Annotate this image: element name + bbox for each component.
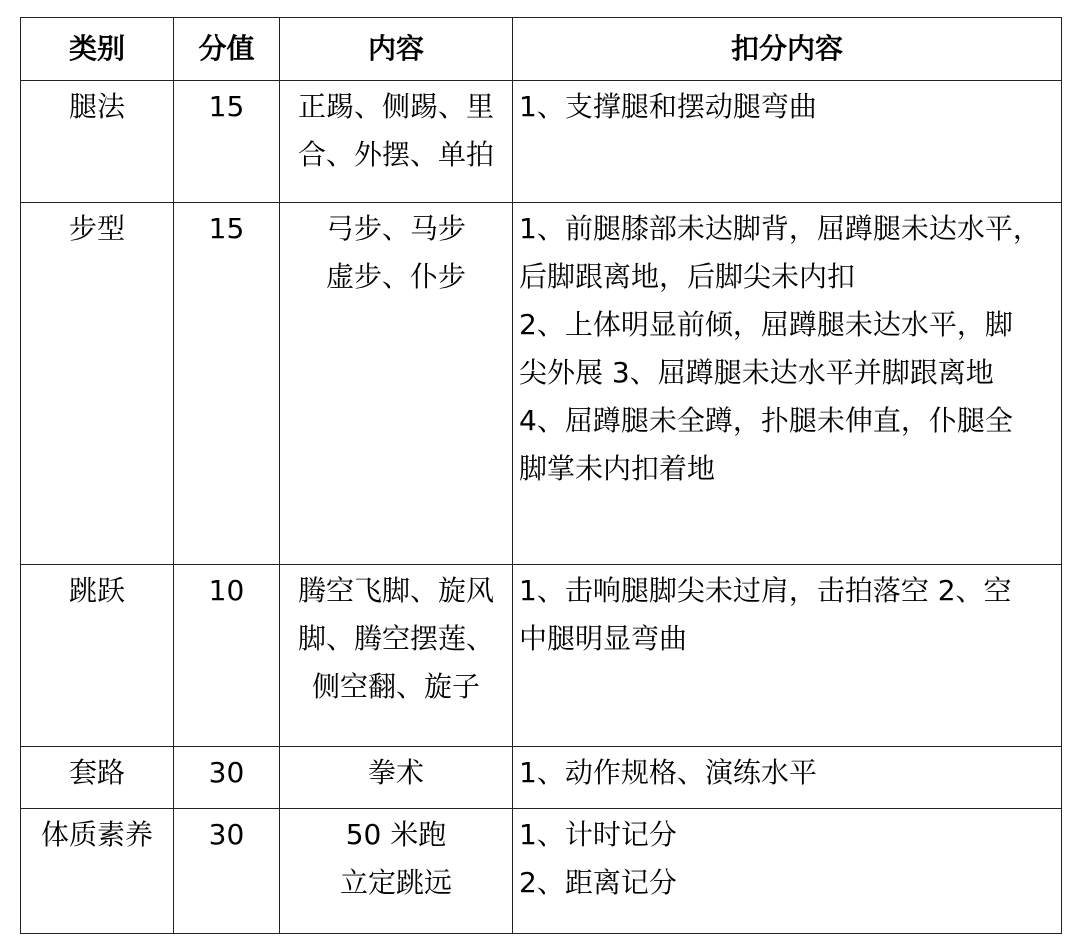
content-cell xyxy=(280,809,513,934)
deduction-cell xyxy=(513,203,1062,565)
score-text: 15 xyxy=(208,90,245,123)
content-line: 正踢、侧踢、里 xyxy=(297,90,494,123)
table-header-row xyxy=(21,18,1062,81)
header-deduction: 扣分内容 xyxy=(513,18,1062,81)
content-line: 合、外摆、单拍 xyxy=(297,138,494,171)
score-cell xyxy=(174,565,280,747)
category-cell xyxy=(21,809,174,934)
content-text xyxy=(286,203,506,301)
content-text xyxy=(286,747,506,797)
content-line: 腾空飞脚、旋风 xyxy=(297,574,494,607)
deduction-text xyxy=(519,809,1055,907)
content-cell xyxy=(280,203,513,565)
deduction-cell xyxy=(513,565,1062,747)
score-text: 30 xyxy=(208,756,245,789)
score-text: 15 xyxy=(208,212,245,245)
content-text xyxy=(286,565,506,711)
category-text: 腿法 xyxy=(68,90,125,123)
deduction-cell xyxy=(513,747,1062,809)
deduction-cell xyxy=(513,809,1062,934)
content-line: 50 米跑 xyxy=(345,818,447,851)
deduction-cell xyxy=(513,81,1062,203)
category-cell xyxy=(21,203,174,565)
deduction-line: 1、计时记分 xyxy=(519,818,677,851)
table-row xyxy=(21,203,1062,565)
content-line: 脚、腾空摆莲、 xyxy=(297,622,494,655)
content-line: 立定跳远 xyxy=(339,866,452,899)
deduction-line: 2、距离记分 xyxy=(519,866,677,899)
deduction-line: 尖外展 3、屈蹲腿未达水平并脚跟离地 xyxy=(519,356,994,389)
content-line: 弓步、马步 xyxy=(325,212,466,245)
category-cell xyxy=(21,565,174,747)
score-text: 30 xyxy=(208,818,245,851)
score-cell xyxy=(174,747,280,809)
scoring-table xyxy=(20,17,1062,934)
content-line: 侧空翻、旋子 xyxy=(311,670,480,703)
score-cell xyxy=(174,809,280,934)
deduction-line: 1、动作规格、演练水平 xyxy=(519,756,817,789)
content-cell xyxy=(280,81,513,203)
table-row xyxy=(21,747,1062,809)
header-category: 类别 xyxy=(21,18,174,81)
content-text xyxy=(286,81,506,179)
deduction-text xyxy=(519,81,1055,131)
table-row xyxy=(21,81,1062,203)
score-cell xyxy=(174,203,280,565)
category-cell xyxy=(21,747,174,809)
deduction-line: 1、前腿膝部未达脚背，屈蹲腿未达水平， xyxy=(519,212,1041,245)
deduction-line: 1、击响腿脚尖未过肩，击拍落空 2、空 xyxy=(519,574,1012,607)
category-text: 套路 xyxy=(68,756,125,789)
category-text: 跳跃 xyxy=(68,574,125,607)
score-text: 10 xyxy=(208,574,245,607)
table-row xyxy=(21,809,1062,934)
deduction-text xyxy=(519,565,1055,663)
header-content: 内容 xyxy=(280,18,513,81)
deduction-line: 后脚跟离地，后脚尖未内扣 xyxy=(519,260,856,293)
content-cell xyxy=(280,747,513,809)
deduction-text xyxy=(519,203,1055,493)
category-text: 步型 xyxy=(68,212,125,245)
content-cell xyxy=(280,565,513,747)
category-text: 体质素养 xyxy=(40,818,153,851)
deduction-line: 1、支撑腿和摆动腿弯曲 xyxy=(519,90,817,123)
deduction-line: 2、上体明显前倾，屈蹲腿未达水平，脚 xyxy=(519,308,1013,341)
table-row xyxy=(21,565,1062,747)
deduction-line: 中腿明显弯曲 xyxy=(519,622,688,655)
deduction-line: 脚掌未内扣着地 xyxy=(519,452,716,485)
content-line: 虚步、仆步 xyxy=(325,260,466,293)
score-cell xyxy=(174,81,280,203)
deduction-line: 4、屈蹲腿未全蹲，扑腿未伸直，仆腿全 xyxy=(519,404,1013,437)
category-cell xyxy=(21,81,174,203)
deduction-text xyxy=(519,747,1055,797)
header-score: 分值 xyxy=(174,18,280,81)
content-text xyxy=(286,809,506,907)
content-line: 拳术 xyxy=(367,756,424,789)
